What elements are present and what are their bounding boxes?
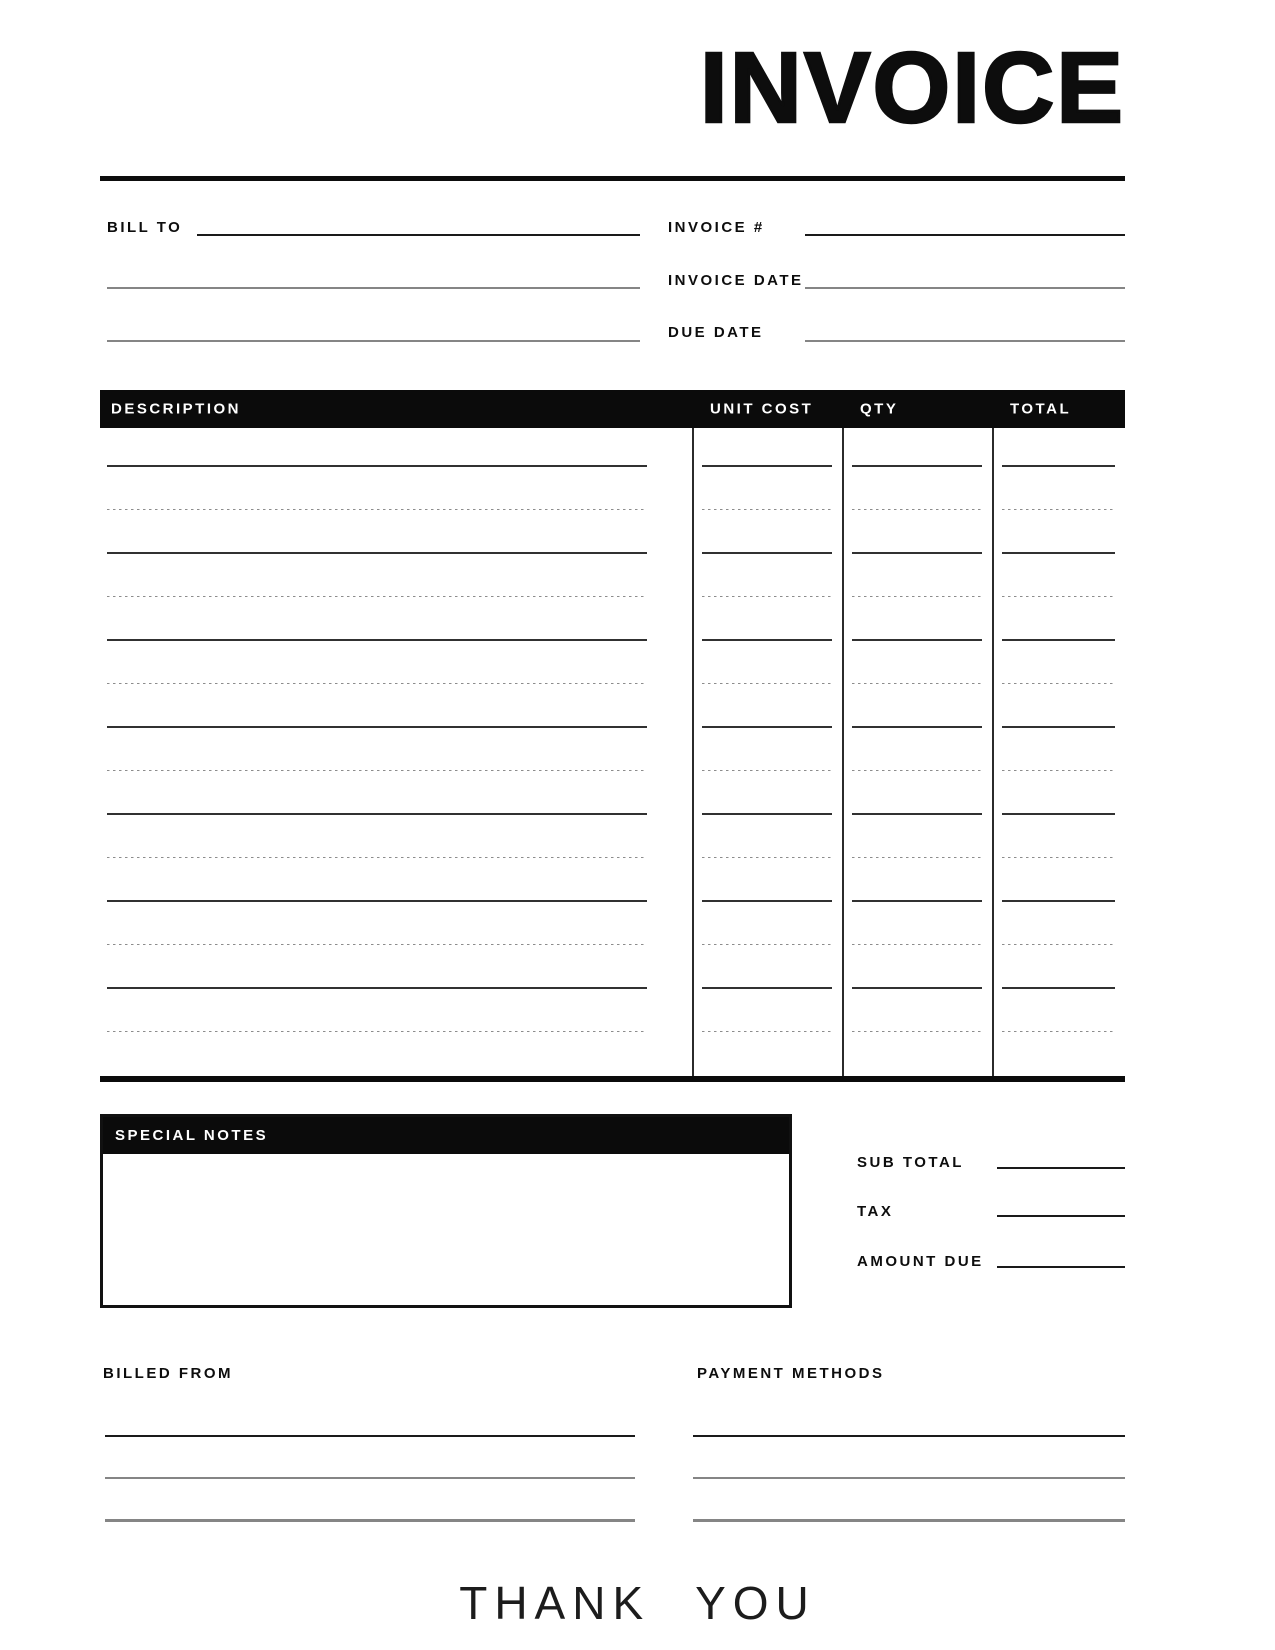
billed-from-label: BILLED FROM [103, 1365, 233, 1382]
tax-line [997, 1215, 1125, 1217]
line-segment [1002, 683, 1115, 685]
item-row-line [100, 596, 1125, 598]
subtotal-label: SUB TOTAL [857, 1154, 964, 1171]
line-segment [702, 813, 832, 815]
invoice-date-label: INVOICE DATE [668, 272, 804, 289]
line-segment [1002, 465, 1115, 467]
line-segment [702, 509, 832, 511]
line-segment [852, 683, 982, 685]
header-divider [100, 176, 1125, 181]
line-segment [107, 726, 647, 728]
payment-methods-line-1 [693, 1435, 1125, 1437]
invoice-number-line [805, 234, 1125, 236]
line-segment [852, 857, 982, 859]
billed-from-line-3 [105, 1519, 635, 1522]
line-segment [1002, 857, 1115, 859]
column-header-qty: QTY [860, 400, 899, 418]
line-segment [852, 726, 982, 728]
bill-to-line-2 [107, 287, 640, 289]
item-row-line [100, 944, 1125, 946]
line-segment [107, 987, 647, 989]
line-segment [107, 596, 647, 598]
item-row-line [100, 857, 1125, 859]
line-segment [107, 813, 647, 815]
item-row-line [100, 465, 1125, 467]
item-row-line [100, 683, 1125, 685]
payment-methods-line-2 [693, 1477, 1125, 1479]
line-segment [1002, 509, 1115, 511]
special-notes-label: SPECIAL NOTES [115, 1127, 269, 1144]
line-segment [1002, 639, 1115, 641]
payment-methods-label: PAYMENT METHODS [697, 1365, 885, 1382]
line-segment [1002, 900, 1115, 902]
column-separator [692, 428, 694, 1078]
item-row-line [100, 639, 1125, 641]
amount-due-line [997, 1266, 1125, 1268]
tax-label: TAX [857, 1203, 894, 1220]
column-header-description: DESCRIPTION [111, 400, 242, 418]
line-segment [1002, 813, 1115, 815]
line-segment [702, 857, 832, 859]
line-segment [107, 465, 647, 467]
special-notes-header [103, 1117, 789, 1154]
line-segment [852, 509, 982, 511]
line-segment [852, 465, 982, 467]
line-segment [702, 596, 832, 598]
amount-due-label: AMOUNT DUE [857, 1253, 984, 1270]
line-segment [702, 683, 832, 685]
line-segment [702, 770, 832, 772]
item-row-line [100, 770, 1125, 772]
billed-from-line-1 [105, 1435, 635, 1437]
item-row-line [100, 1031, 1125, 1033]
line-segment [1002, 552, 1115, 554]
subtotal-line [997, 1167, 1125, 1169]
column-header-unit-cost: UNIT COST [710, 400, 814, 418]
items-table-bottom-border [100, 1076, 1125, 1082]
bill-to-label: BILL TO [107, 219, 183, 236]
line-segment [702, 465, 832, 467]
item-row-line [100, 509, 1125, 511]
item-row-line [100, 726, 1125, 728]
line-segment [1002, 1031, 1115, 1033]
line-segment [107, 552, 647, 554]
line-segment [702, 639, 832, 641]
line-segment [107, 857, 647, 859]
line-segment [107, 509, 647, 511]
due-date-label: DUE DATE [668, 324, 764, 341]
line-segment [852, 552, 982, 554]
bill-to-line-1 [197, 234, 640, 236]
bill-to-line-3 [107, 340, 640, 342]
item-row-line [100, 552, 1125, 554]
line-segment [852, 639, 982, 641]
item-row-line [100, 813, 1125, 815]
line-segment [107, 944, 647, 946]
line-segment [702, 726, 832, 728]
line-segment [107, 770, 647, 772]
line-segment [107, 683, 647, 685]
line-segment [852, 900, 982, 902]
line-segment [852, 813, 982, 815]
line-segment [1002, 987, 1115, 989]
item-row-line [100, 900, 1125, 902]
due-date-line [805, 340, 1125, 342]
billed-from-line-2 [105, 1477, 635, 1479]
line-segment [702, 552, 832, 554]
page-title: INVOICE [699, 32, 1125, 144]
line-segment [852, 770, 982, 772]
line-segment [852, 596, 982, 598]
line-segment [852, 1031, 982, 1033]
line-segment [702, 944, 832, 946]
line-segment [107, 1031, 647, 1033]
line-segment [1002, 944, 1115, 946]
line-segment [107, 900, 647, 902]
line-segment [1002, 596, 1115, 598]
line-segment [702, 987, 832, 989]
line-segment [852, 987, 982, 989]
line-segment [1002, 726, 1115, 728]
items-table-body [100, 428, 1125, 1078]
line-segment [852, 944, 982, 946]
special-notes-box [100, 1114, 792, 1308]
column-header-total: TOTAL [1010, 400, 1072, 418]
item-row-line [100, 987, 1125, 989]
line-segment [1002, 770, 1115, 772]
invoice-date-line [805, 287, 1125, 289]
payment-methods-line-3 [693, 1519, 1125, 1522]
line-segment [107, 639, 647, 641]
line-segment [702, 900, 832, 902]
column-separator [992, 428, 994, 1078]
column-separator [842, 428, 844, 1078]
invoice-number-label: INVOICE # [668, 219, 765, 236]
thank-you-text: THANK YOU [459, 1577, 816, 1629]
items-table-header [100, 390, 1125, 428]
line-segment [702, 1031, 832, 1033]
